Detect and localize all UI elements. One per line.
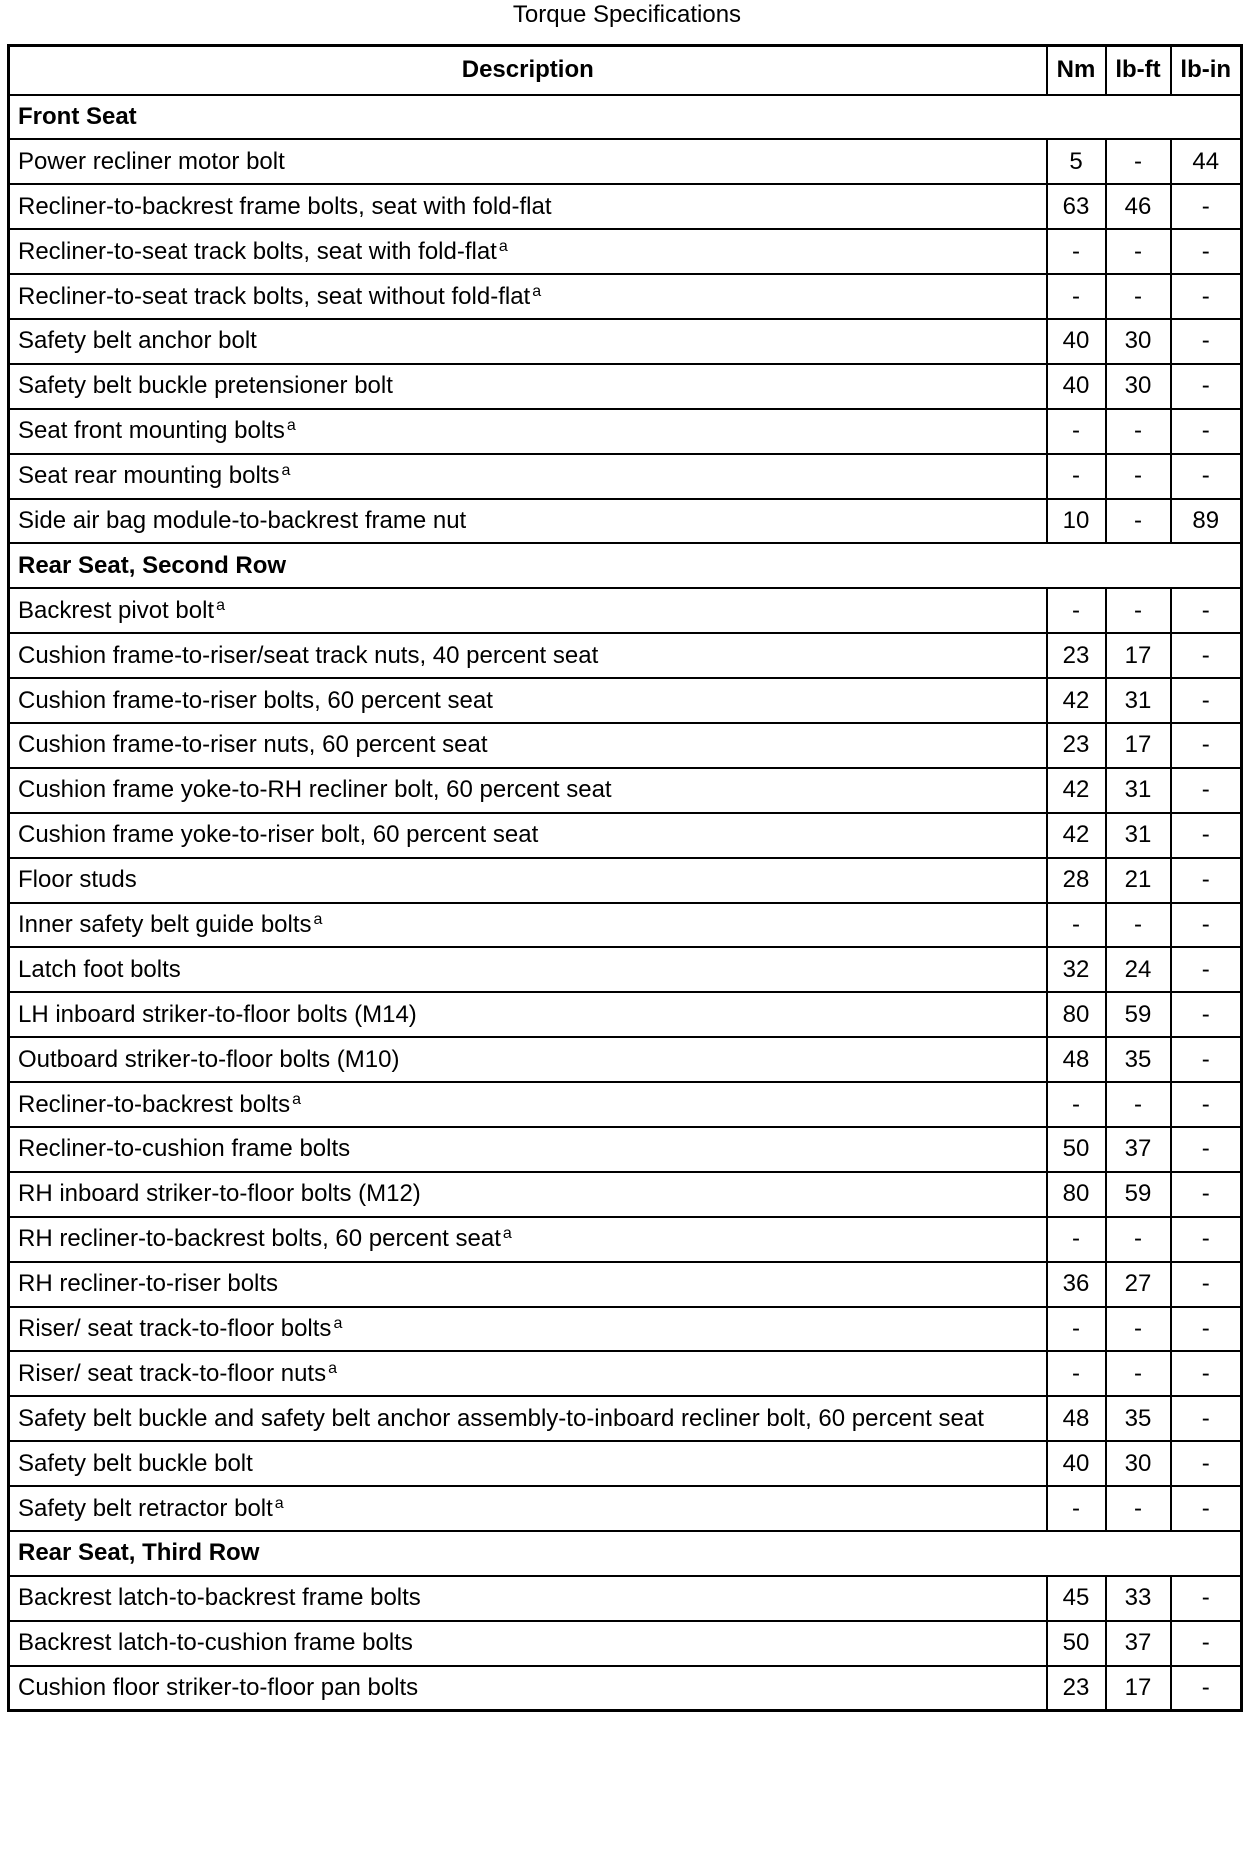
lb-ft-value-cell: 30: [1106, 1441, 1171, 1486]
table-row: [9, 229, 1242, 274]
lb-ft-value-cell: 30: [1106, 364, 1171, 409]
lb-in-value-cell: -: [1171, 1486, 1242, 1531]
lb-in-value-cell: -: [1171, 1666, 1242, 1711]
nm-value-cell: -: [1047, 1217, 1106, 1262]
lb-in-value-cell: -: [1171, 633, 1242, 678]
nm-value-cell: 80: [1047, 992, 1106, 1037]
footnote-marker: a: [313, 910, 323, 928]
lb-ft-value-cell: 31: [1106, 678, 1171, 723]
lb-ft-value-cell: 31: [1106, 768, 1171, 813]
nm-value-cell: 32: [1047, 947, 1106, 992]
footnote-marker: a: [532, 282, 542, 300]
description-cell: [9, 499, 1047, 544]
lb-ft-value-cell: 21: [1106, 858, 1171, 903]
nm-value-cell: 42: [1047, 813, 1106, 858]
description-cell: [9, 274, 1047, 319]
nm-value-cell: 40: [1047, 1441, 1106, 1486]
description-cell: [9, 1127, 1047, 1172]
nm-value-cell: -: [1047, 409, 1106, 454]
table-row: [9, 588, 1242, 633]
description-text: Seat rear mounting bolts: [18, 462, 280, 490]
lb-ft-value-cell: -: [1106, 1217, 1171, 1262]
table-row: [9, 1666, 1242, 1711]
description-cell: [9, 633, 1047, 678]
description-text: Backrest pivot bolt: [18, 596, 215, 624]
nm-value-cell: 63: [1047, 184, 1106, 229]
description-cell: [9, 1396, 1047, 1441]
description-text: Side air bag module-to-backrest frame nut: [18, 506, 467, 534]
lb-in-value-cell: 44: [1171, 139, 1242, 184]
description-cell: [9, 588, 1047, 633]
lb-ft-value-cell: 59: [1106, 1172, 1171, 1217]
footnote-marker: a: [498, 237, 508, 255]
lb-in-value-cell: -: [1171, 1441, 1242, 1486]
table-row: [9, 1262, 1242, 1307]
lb-in-value-cell: -: [1171, 1396, 1242, 1441]
table-row: [9, 1351, 1242, 1396]
nm-value-cell: 48: [1047, 1037, 1106, 1082]
table-row: [9, 454, 1242, 499]
lb-ft-value-cell: 33: [1106, 1576, 1171, 1621]
lb-in-value-cell: -: [1171, 319, 1242, 364]
description-cell: [9, 1441, 1047, 1486]
lb-in-value-cell: -: [1171, 723, 1242, 768]
table-caption: Torque Specifications: [512, 1, 742, 28]
lb-in-value-cell: -: [1171, 1576, 1242, 1621]
lb-ft-value-cell: 37: [1106, 1621, 1171, 1666]
description-cell: [9, 139, 1047, 184]
table-row: [9, 1307, 1242, 1352]
lb-in-value-cell: -: [1171, 454, 1242, 499]
description-text: Cushion frame-to-riser nuts, 60 percent seat: [18, 731, 488, 759]
description-text: Inner safety belt guide bolts: [18, 910, 312, 938]
description-text: Seat front mounting bolts: [18, 417, 285, 445]
table-row: [9, 1396, 1242, 1441]
lb-ft-value-cell: -: [1106, 274, 1171, 319]
description-text: Outboard striker-to-floor bolts (M10): [18, 1045, 400, 1073]
description-text: Cushion frame yoke-to-riser bolt, 60 percent seat: [18, 821, 539, 849]
table-header-row: [9, 46, 1242, 95]
nm-value-cell: -: [1047, 454, 1106, 499]
lb-in-value-cell: -: [1171, 768, 1242, 813]
table-row: [9, 813, 1242, 858]
nm-value-cell: -: [1047, 1082, 1106, 1127]
lb-in-value-cell: -: [1171, 229, 1242, 274]
lb-ft-value-cell: -: [1106, 1351, 1171, 1396]
lb-in-value-cell: -: [1171, 588, 1242, 633]
description-text: Cushion frame yoke-to-RH recliner bolt, 60 percent seat: [18, 776, 612, 804]
table-row: [9, 858, 1242, 903]
lb-in-value-cell: -: [1171, 1037, 1242, 1082]
description-cell: [9, 364, 1047, 409]
nm-value-cell: 42: [1047, 678, 1106, 723]
nm-value-cell: 23: [1047, 633, 1106, 678]
description-cell: [9, 454, 1047, 499]
nm-value-cell: -: [1047, 274, 1106, 319]
nm-value-cell: 40: [1047, 364, 1106, 409]
table-row: [9, 1217, 1242, 1262]
table-row: [9, 1621, 1242, 1666]
table-row: [9, 1037, 1242, 1082]
table-row: [9, 1486, 1242, 1531]
table-row: [9, 1127, 1242, 1172]
lb-in-value-cell: -: [1171, 1307, 1242, 1352]
lb-ft-value-cell: 17: [1106, 723, 1171, 768]
footnote-marker: a: [216, 596, 225, 614]
lb-ft-value-cell: 37: [1106, 1127, 1171, 1172]
lb-ft-value-cell: 35: [1106, 1037, 1171, 1082]
lb-ft-value-cell: 24: [1106, 947, 1171, 992]
description-text: Power recliner motor bolt: [18, 147, 285, 175]
description-cell: [9, 1351, 1047, 1396]
description-cell: [9, 947, 1047, 992]
table-row: [9, 633, 1242, 678]
description-text: Recliner-to-seat track bolts, seat with fold-flat: [18, 237, 497, 265]
table-row: [9, 1082, 1242, 1127]
description-text: RH recliner-to-backrest bolts, 60 percent seat: [18, 1225, 501, 1253]
nm-value-cell: 45: [1047, 1576, 1106, 1621]
footnote-marker: a: [274, 1494, 284, 1512]
description-text: Riser/ seat track-to-floor bolts: [18, 1314, 332, 1342]
lb-in-value-cell: -: [1171, 813, 1242, 858]
lb-ft-value-cell: -: [1106, 1307, 1171, 1352]
lb-in-value-cell: -: [1171, 1621, 1242, 1666]
description-cell: [9, 678, 1047, 723]
table-row: [9, 947, 1242, 992]
description-cell: [9, 768, 1047, 813]
lb-ft-value-cell: 27: [1106, 1262, 1171, 1307]
lb-ft-value-cell: -: [1106, 588, 1171, 633]
lb-ft-value-cell: 59: [1106, 992, 1171, 1037]
lb-in-value-cell: -: [1171, 1172, 1242, 1217]
description-cell: [9, 409, 1047, 454]
header-description: Description: [9, 46, 1047, 95]
nm-value-cell: -: [1047, 903, 1106, 948]
lb-in-value-cell: -: [1171, 678, 1242, 723]
lb-ft-value-cell: -: [1106, 499, 1171, 544]
header-lb-in: lb-in: [1171, 46, 1242, 95]
lb-in-value-cell: -: [1171, 1127, 1242, 1172]
description-cell: [9, 1486, 1047, 1531]
table-row: [9, 768, 1242, 813]
nm-value-cell: 23: [1047, 723, 1106, 768]
footnote-marker: a: [281, 462, 291, 480]
nm-value-cell: 10: [1047, 499, 1106, 544]
description-text: Safety belt buckle bolt: [18, 1449, 253, 1477]
lb-ft-value-cell: -: [1106, 1486, 1171, 1531]
table-row: [9, 903, 1242, 948]
lb-in-value-cell: -: [1171, 184, 1242, 229]
table-row: [9, 319, 1242, 364]
lb-in-value-cell: -: [1171, 274, 1242, 319]
nm-value-cell: 42: [1047, 768, 1106, 813]
footnote-marker: a: [292, 1090, 302, 1108]
table-row: [9, 1576, 1242, 1621]
lb-ft-value-cell: 46: [1106, 184, 1171, 229]
footnote-marker: a: [286, 417, 296, 435]
table-row: [9, 992, 1242, 1037]
description-cell: [9, 319, 1047, 364]
nm-value-cell: -: [1047, 1307, 1106, 1352]
table-row: [9, 1441, 1242, 1486]
lb-ft-value-cell: 17: [1106, 633, 1171, 678]
nm-value-cell: 40: [1047, 319, 1106, 364]
description-text: Recliner-to-backrest bolts: [18, 1090, 291, 1118]
section-heading: Rear Seat, Third Row: [9, 1531, 1242, 1576]
header-nm: Nm: [1047, 46, 1106, 95]
table-row: [9, 364, 1242, 409]
lb-in-value-cell: -: [1171, 992, 1242, 1037]
nm-value-cell: 5: [1047, 139, 1106, 184]
section-row: [9, 95, 1242, 140]
description-cell: [9, 1262, 1047, 1307]
description-text: Safety belt buckle pretensioner bolt: [18, 372, 393, 400]
table-row: [9, 139, 1242, 184]
description-text: Backrest latch-to-cushion frame bolts: [18, 1629, 413, 1657]
lb-in-value-cell: -: [1171, 947, 1242, 992]
table-row: [9, 678, 1242, 723]
description-text: Recliner-to-backrest frame bolts, seat with fold-flat: [18, 192, 552, 220]
description-text: Floor studs: [18, 866, 137, 894]
lb-ft-value-cell: 31: [1106, 813, 1171, 858]
description-text: Cushion floor striker-to-floor pan bolts: [18, 1673, 419, 1701]
lb-ft-value-cell: -: [1106, 454, 1171, 499]
description-cell: [9, 1666, 1047, 1711]
description-cell: [9, 1576, 1047, 1621]
lb-ft-value-cell: -: [1106, 1082, 1171, 1127]
section-heading: Front Seat: [9, 95, 1242, 140]
lb-in-value-cell: -: [1171, 903, 1242, 948]
table-row: [9, 723, 1242, 768]
footnote-marker: a: [328, 1359, 338, 1377]
description-text: Riser/ seat track-to-floor nuts: [18, 1359, 327, 1387]
description-cell: [9, 1217, 1047, 1262]
description-text: Recliner-to-seat track bolts, seat without fold-flat: [18, 282, 531, 310]
lb-ft-value-cell: -: [1106, 229, 1171, 274]
nm-value-cell: -: [1047, 588, 1106, 633]
header-lb-ft: lb-ft: [1106, 46, 1171, 95]
description-cell: [9, 992, 1047, 1037]
table-row: [9, 184, 1242, 229]
description-text: RH inboard striker-to-floor bolts (M12): [18, 1180, 421, 1208]
lb-in-value-cell: 89: [1171, 499, 1242, 544]
lb-in-value-cell: -: [1171, 364, 1242, 409]
description-cell: [9, 1307, 1047, 1352]
lb-in-value-cell: -: [1171, 1217, 1242, 1262]
lb-in-value-cell: -: [1171, 1351, 1242, 1396]
table-body: [9, 95, 1242, 1711]
nm-value-cell: -: [1047, 229, 1106, 274]
description-text: LH inboard striker-to-floor bolts (M14): [18, 1000, 417, 1028]
lb-ft-value-cell: -: [1106, 903, 1171, 948]
description-cell: [9, 1621, 1047, 1666]
nm-value-cell: 80: [1047, 1172, 1106, 1217]
footnote-marker: a: [333, 1314, 343, 1332]
description-cell: [9, 184, 1047, 229]
description-text: Safety belt retractor bolt: [18, 1494, 273, 1522]
section-row: [9, 1531, 1242, 1576]
description-cell: [9, 903, 1047, 948]
description-cell: [9, 1082, 1047, 1127]
nm-value-cell: 50: [1047, 1621, 1106, 1666]
lb-ft-value-cell: -: [1106, 139, 1171, 184]
description-cell: [9, 813, 1047, 858]
nm-value-cell: 36: [1047, 1262, 1106, 1307]
nm-value-cell: 23: [1047, 1666, 1106, 1711]
description-cell: [9, 1037, 1047, 1082]
lb-ft-value-cell: 30: [1106, 319, 1171, 364]
description-text: RH recliner-to-riser bolts: [18, 1270, 279, 1298]
description-text: Latch foot bolts: [18, 955, 181, 983]
section-row: [9, 543, 1242, 588]
lb-in-value-cell: -: [1171, 1262, 1242, 1307]
description-text: Safety belt anchor bolt: [18, 327, 257, 355]
description-cell: [9, 723, 1047, 768]
table-row: [9, 1172, 1242, 1217]
lb-in-value-cell: -: [1171, 409, 1242, 454]
table-row: [9, 274, 1242, 319]
description-text: Cushion frame-to-riser bolts, 60 percent seat: [18, 686, 493, 714]
nm-value-cell: 48: [1047, 1396, 1106, 1441]
lb-ft-value-cell: 35: [1106, 1396, 1171, 1441]
description-cell: [9, 229, 1047, 274]
description-text: Cushion frame-to-riser/seat track nuts, 40 percent seat: [18, 641, 599, 669]
lb-ft-value-cell: -: [1106, 409, 1171, 454]
footnote-marker: a: [502, 1225, 512, 1243]
lb-in-value-cell: -: [1171, 1082, 1242, 1127]
description-text: Backrest latch-to-backrest frame bolts: [18, 1584, 421, 1612]
nm-value-cell: -: [1047, 1486, 1106, 1531]
nm-value-cell: -: [1047, 1351, 1106, 1396]
lb-in-value-cell: -: [1171, 858, 1242, 903]
description-text: Safety belt buckle and safety belt anchor assembly-to-inboard recliner bolt, 60 percent seat: [18, 1404, 984, 1432]
nm-value-cell: 28: [1047, 858, 1106, 903]
lb-ft-value-cell: 17: [1106, 1666, 1171, 1711]
section-heading: Rear Seat, Second Row: [9, 543, 1242, 588]
description-cell: [9, 858, 1047, 903]
torque-specifications-table: [7, 44, 1243, 1712]
table-row: [9, 409, 1242, 454]
description-text: Recliner-to-cushion frame bolts: [18, 1135, 351, 1163]
table-row: [9, 499, 1242, 544]
nm-value-cell: 50: [1047, 1127, 1106, 1172]
description-cell: [9, 1172, 1047, 1217]
